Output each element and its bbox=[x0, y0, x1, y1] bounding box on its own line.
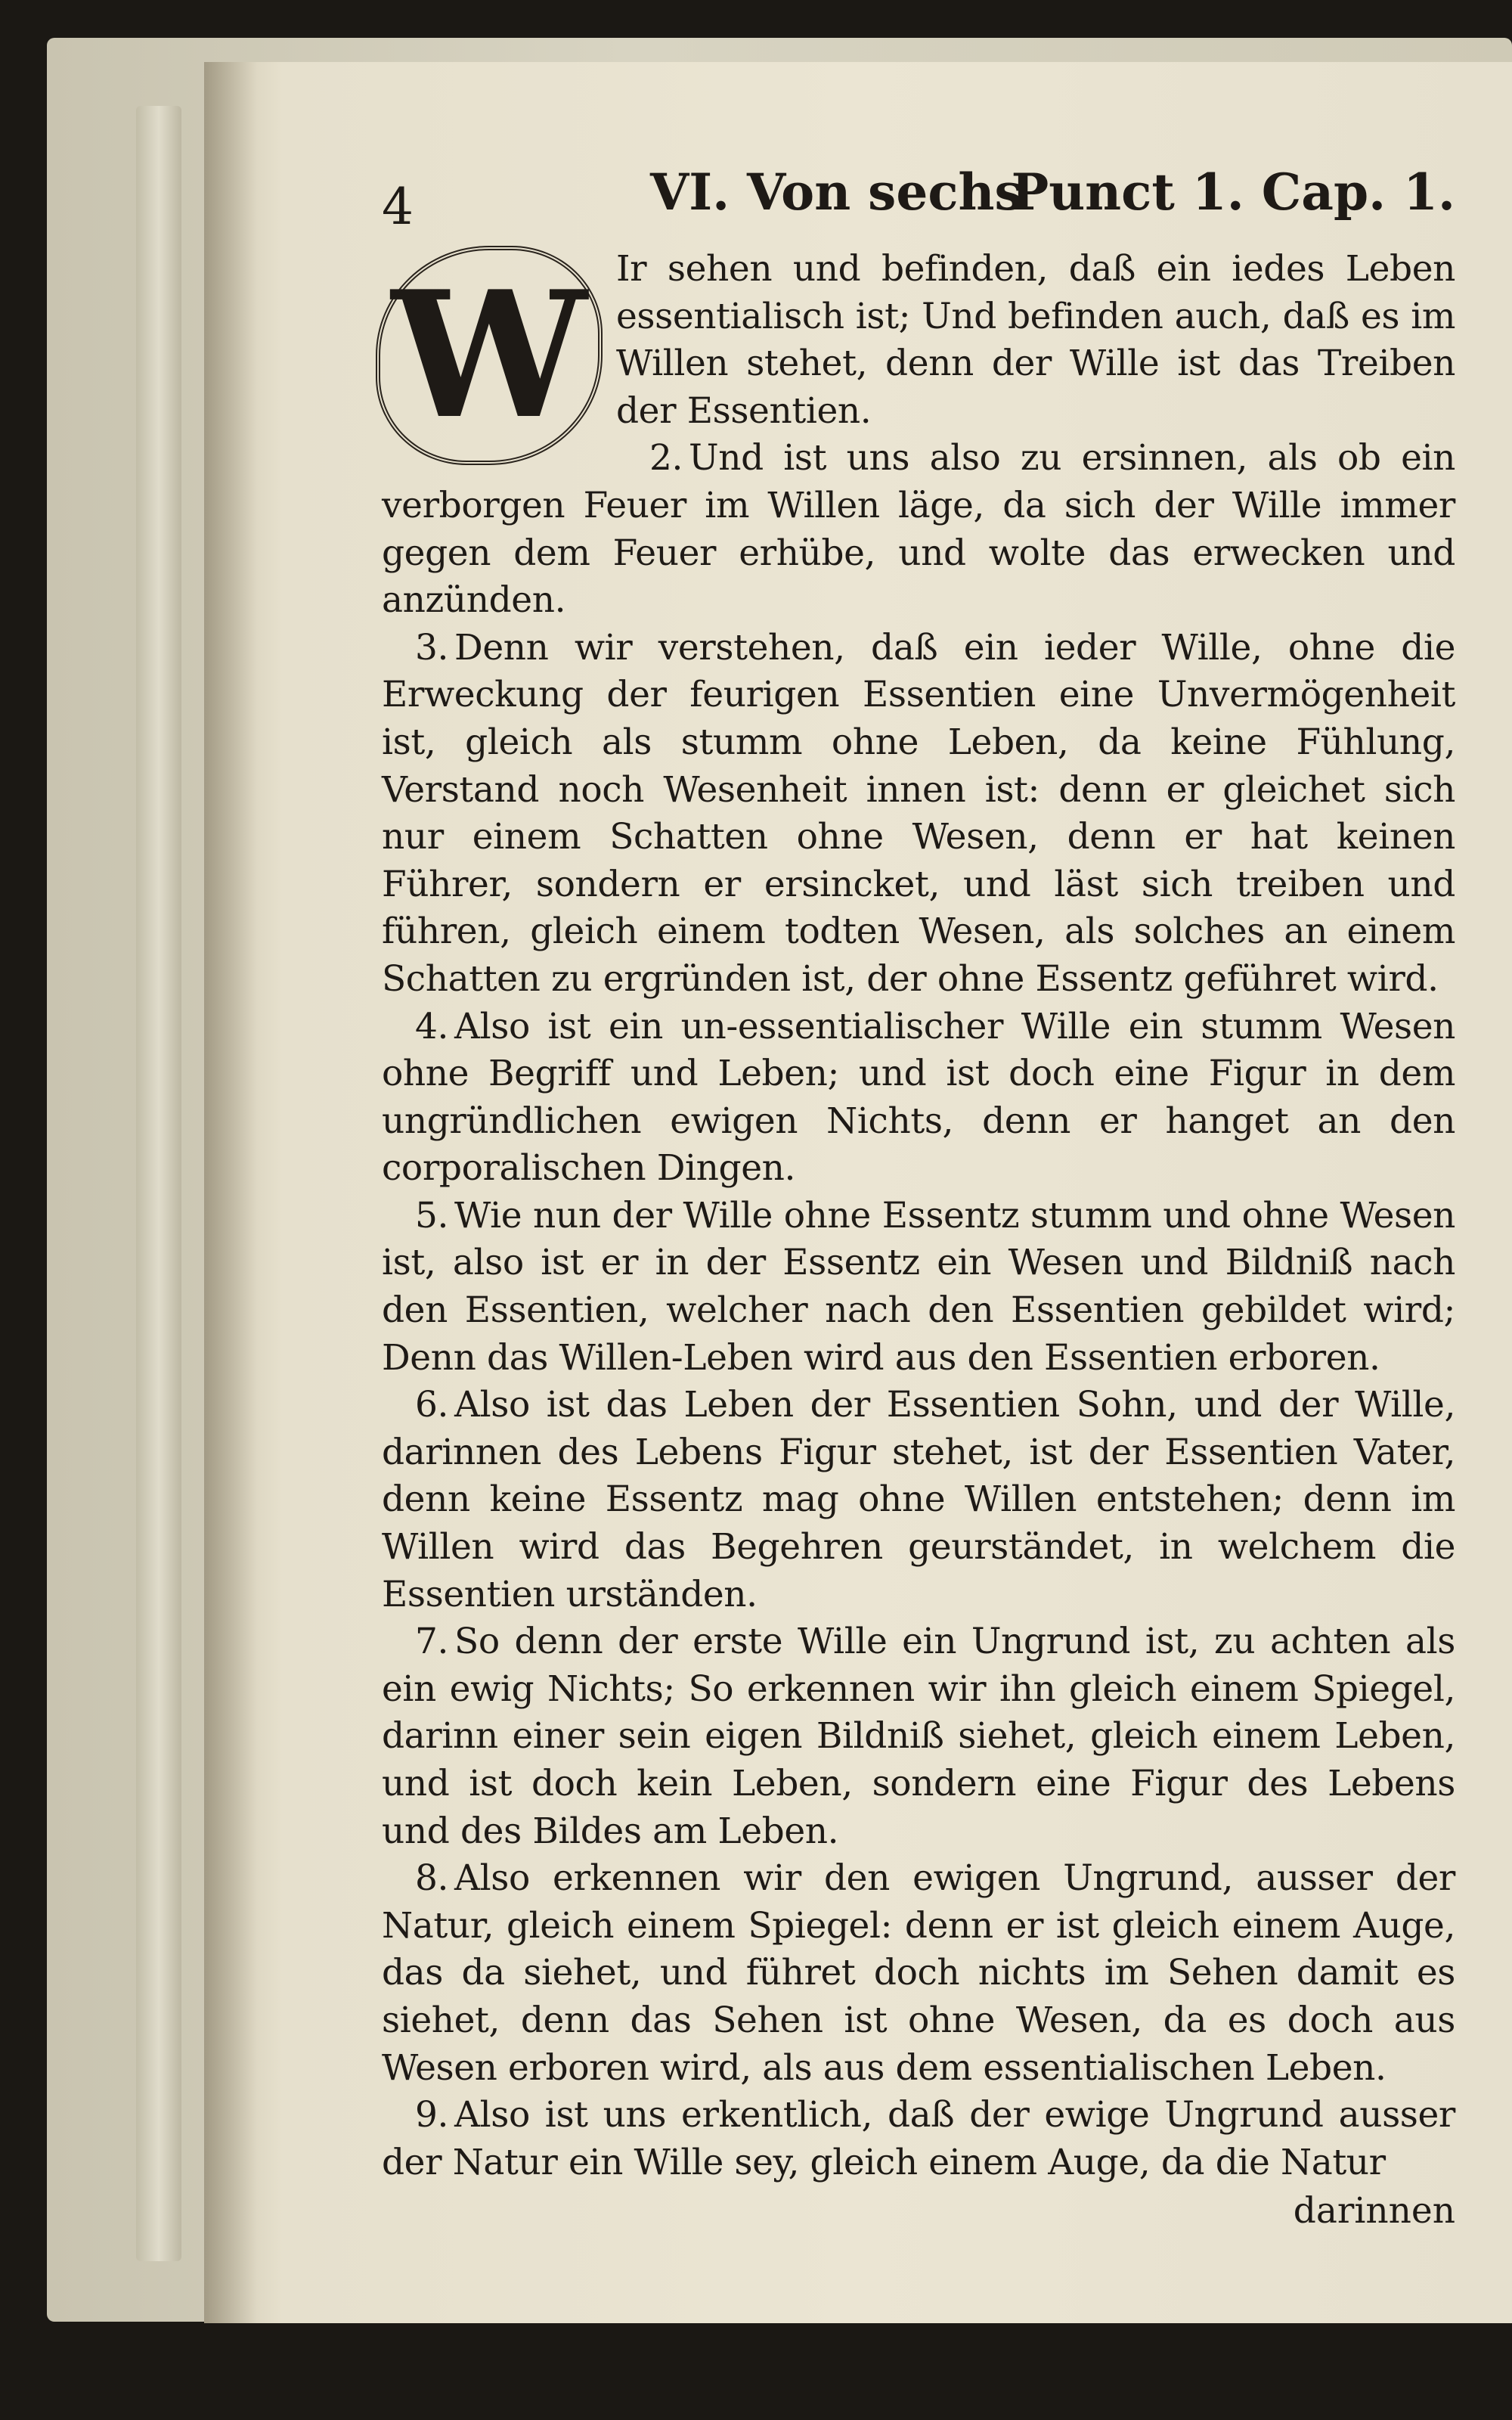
paragraph-text: Also ist ein un-essentialischer Wille ein stumm Wesen ohne Begriff und Leben; und ist doch eine Figur in dem ungründlichen ewigen Nichts, denn er hanget an den corporalischen Dingen. bbox=[382, 1005, 1455, 1190]
book-spine-edge bbox=[136, 106, 181, 2261]
catchword: darinnen bbox=[1293, 2190, 1455, 2232]
paragraph-text: So denn der erste Wille ein Ungrund ist, zu achten als ein ewig Nichts; So erkennen wir ihn gleich einem Spiegel, darinn einer sein eigen Bildniß siehet, gleich einem Leben, und ist doch kein Leben, sondern eine Figur des Lebens und des Bildes am Leben. bbox=[382, 1621, 1455, 1852]
paragraph-text: Also ist uns erkentlich, daß der ewige Ungrund ausser der Natur ein Wille sey, gleich einem Auge, da die Natur bbox=[382, 2094, 1455, 2183]
paragraph-text: Und ist uns also zu ersinnen, als ob ein verborgen Feuer im Willen läge, da sich der Wille immer gegen dem Feuer erhübe, und wolte das erwecken und anzünden. bbox=[382, 437, 1455, 622]
paragraph-number: 5. bbox=[415, 1194, 449, 1236]
page-number: 4 bbox=[382, 178, 414, 236]
paragraph-3 bbox=[382, 625, 1455, 1004]
paragraph-number: 2. bbox=[649, 437, 683, 479]
page-text-block bbox=[382, 163, 1455, 2235]
running-title: VI. Von sechs bbox=[650, 163, 1023, 222]
paragraph-text: Also erkennen wir den ewigen Ungrund, ausser der Natur, gleich einem Spiegel: denn er ist gleich einem Auge, das da siehet, und führet doch nichts im Sehen damit es siehet, denn das Sehen ist ohne Wesen, da es doch aus Wesen erboren wird, als aus dem essentialischen Leben. bbox=[382, 1857, 1455, 2089]
paragraph-text: Wie nun der Wille ohne Essentz stumm und ohne Wesen ist, also ist er in der Essentz ein Wesen und Bildniß nach den Essentien, welcher nach den Essentien gebildet wird; Denn das Willen-Leben wird aus den Essentien erboren. bbox=[382, 1194, 1455, 1379]
paragraph-8 bbox=[382, 1855, 1455, 2092]
running-header bbox=[382, 163, 1455, 246]
paragraph-text: Ir sehen und befinden, daß ein iedes Leben essentialisch ist; Und befinden auch, daß es im Willen stehet, denn der Wille ist das Treiben der Essentien. bbox=[616, 248, 1455, 432]
drop-cap-initial: W bbox=[376, 246, 603, 465]
paragraph-5 bbox=[382, 1193, 1455, 1382]
paragraph-7 bbox=[382, 1618, 1455, 1855]
paragraph-text: Also ist das Leben der Essentien Sohn, und der Wille, darinnen des Lebens Figur stehet, ist der Essentien Vater, denn keine Essentz mag ohne Willen entstehen; denn im Willen wird das Begehren geurständet, in welchem die Essentien urständen. bbox=[382, 1384, 1455, 1615]
paragraph-text: Denn wir verstehen, daß ein ieder Wille, ohne die Erweckung der feurigen Essentien eine Unvermögenheit ist, gleich als stumm ohne Leben, da keine Fühlung, Verstand noch Wesenheit innen ist: denn er gleichet sich nur einem Schatten ohne Wesen, denn er hat keinen Führer, sondern er ersincket, und läst sich treiben und führen, gleich einem todten Wesen, als solches an einem Schatten zu ergründen ist, der ohne Essentz geführet wird. bbox=[382, 626, 1455, 1000]
paragraph-2 bbox=[382, 435, 1455, 624]
gutter-shadow bbox=[204, 62, 257, 2323]
paragraph-number: 6. bbox=[415, 1384, 449, 1426]
paragraph-number: 9. bbox=[415, 2094, 449, 2136]
chapter-reference: Punct 1. Cap. 1. bbox=[1011, 163, 1455, 222]
paragraph-9 bbox=[382, 2092, 1455, 2186]
paragraph-number: 4. bbox=[415, 1005, 449, 1047]
paragraph-number: 3. bbox=[415, 626, 449, 669]
paragraph-4 bbox=[382, 1004, 1455, 1193]
paragraph-6 bbox=[382, 1382, 1455, 1618]
paragraph-number: 8. bbox=[415, 1857, 449, 1900]
paragraph-number: 7. bbox=[415, 1621, 449, 1663]
